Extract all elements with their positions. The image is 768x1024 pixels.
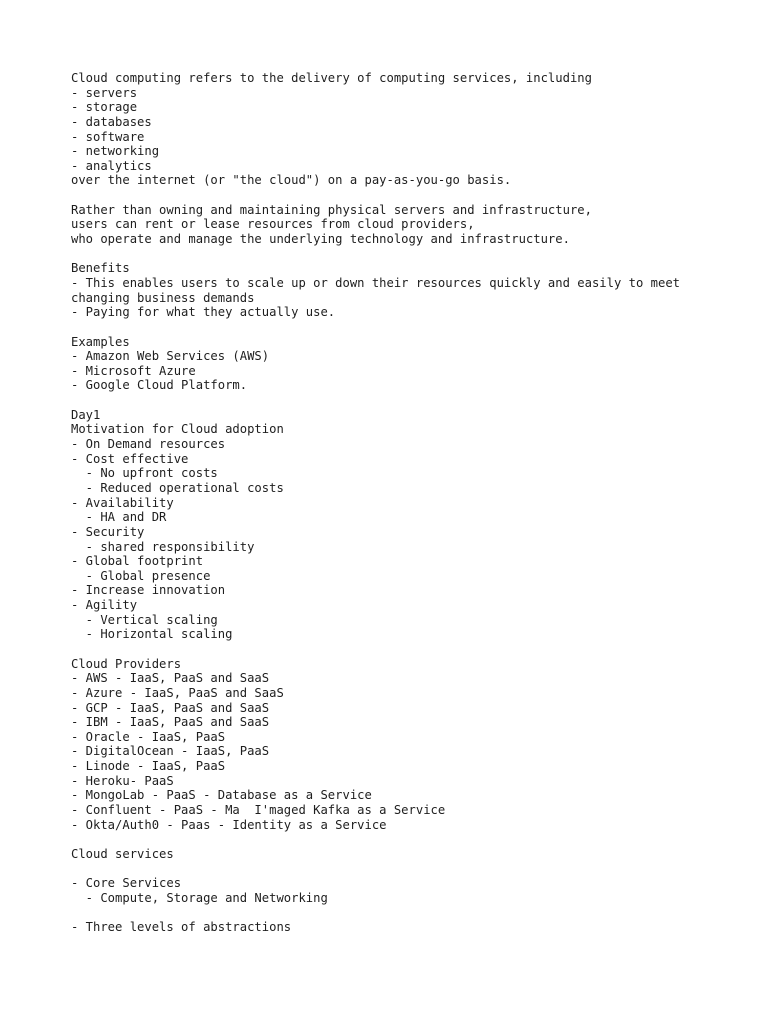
text-line: - AWS - IaaS, PaaS and SaaS: [71, 671, 270, 686]
text-line: [71, 832, 731, 847]
text-line: - Confluent - PaaS - Ma I'maged Kafka as a Service: [71, 803, 446, 818]
text-line: [71, 188, 731, 203]
text-line: changing business demands: [71, 290, 255, 305]
text-line: Day1: [71, 407, 101, 422]
text-line: - Global presence: [71, 568, 211, 583]
text-line: - analytics: [71, 158, 152, 173]
text-line: - Linode - IaaS, PaaS: [71, 759, 226, 774]
text-line: - storage: [71, 100, 138, 115]
text-line: [71, 642, 731, 657]
text-line: - IBM - IaaS, PaaS and SaaS: [71, 715, 270, 730]
text-line: - Paying for what they actually use.: [71, 305, 336, 320]
text-line: - software: [71, 129, 145, 144]
text-line: [71, 906, 731, 921]
text-line: - Google Cloud Platform.: [71, 378, 248, 393]
text-line: - Reduced operational costs: [71, 480, 284, 495]
text-line: - servers: [71, 85, 138, 100]
document-text: [71, 71, 731, 935]
text-line: - databases: [71, 114, 152, 129]
text-line: - Availability: [71, 495, 174, 510]
text-line: - This enables users to scale up or down their resources quickly and easily to meet: [71, 275, 681, 290]
text-line: Cloud services: [71, 846, 174, 861]
text-line: [71, 247, 731, 262]
text-line: - GCP - IaaS, PaaS and SaaS: [71, 700, 270, 715]
text-line: users can rent or lease resources from cloud providers,: [71, 217, 475, 232]
text-line: Cloud Providers: [71, 656, 182, 671]
text-line: - MongoLab - PaaS - Database as a Service: [71, 788, 372, 803]
text-line: - Oracle - IaaS, PaaS: [71, 729, 226, 744]
text-line: - Azure - IaaS, PaaS and SaaS: [71, 685, 284, 700]
text-line: - Security: [71, 524, 145, 539]
text-line: [71, 393, 731, 408]
text-line: - networking: [71, 144, 160, 159]
text-line: - Increase innovation: [71, 583, 226, 598]
text-line: - shared responsibility: [71, 539, 255, 554]
text-line: - Compute, Storage and Networking: [71, 890, 328, 905]
text-line: - Agility: [71, 598, 138, 613]
text-line: - DigitalOcean - IaaS, PaaS: [71, 744, 270, 759]
text-line: Cloud computing refers to the delivery of computing services, including: [71, 71, 592, 85]
text-line: - Okta/Auth0 - Paas - Identity as a Service: [71, 817, 387, 832]
text-line: Rather than owning and maintaining physical servers and infrastructure,: [71, 202, 592, 217]
text-line: - Horizontal scaling: [71, 627, 233, 642]
text-line: - No upfront costs: [71, 466, 218, 481]
text-line: - Vertical scaling: [71, 612, 218, 627]
text-line: - Microsoft Azure: [71, 363, 196, 378]
text-line: Benefits: [71, 261, 130, 276]
text-line: - Cost effective: [71, 451, 189, 466]
text-line: [71, 320, 731, 335]
text-line: - Three levels of abstractions: [71, 920, 292, 935]
text-line: - HA and DR: [71, 510, 167, 525]
text-line: - On Demand resources: [71, 437, 226, 452]
text-line: - Amazon Web Services (AWS): [71, 349, 270, 364]
text-line: - Core Services: [71, 876, 182, 891]
text-line: Examples: [71, 334, 130, 349]
text-line: - Heroku- PaaS: [71, 773, 174, 788]
text-line: who operate and manage the underlying technology and infrastructure.: [71, 232, 570, 247]
text-line: over the internet (or "the cloud") on a pay-as-you-go basis.: [71, 173, 512, 188]
text-line: - Global footprint: [71, 554, 204, 569]
text-line: Motivation for Cloud adoption: [71, 422, 284, 437]
text-line: [71, 862, 731, 877]
